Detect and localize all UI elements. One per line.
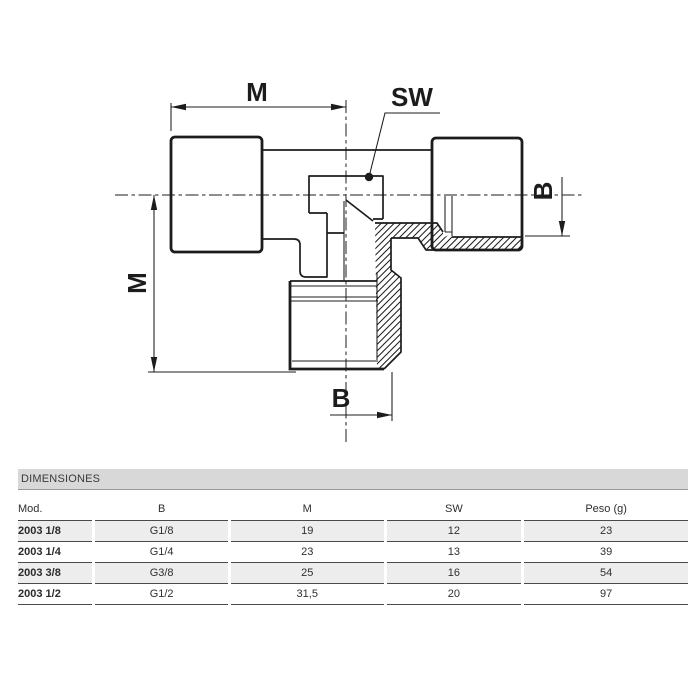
cell-mod: 2003 1/2: [18, 584, 92, 605]
arrow-b-bottom-right: [377, 412, 392, 418]
header-row: [18, 490, 688, 521]
spec-table: [15, 490, 691, 605]
dim-label-b-bottom: B: [331, 383, 351, 413]
dimension-arrows: [151, 104, 565, 418]
bottom-port-outline: [290, 281, 384, 369]
cell-sw: 16: [387, 563, 522, 584]
cell-peso: 23: [524, 521, 688, 542]
cell-m: 23: [231, 542, 384, 563]
cell-sw: 12: [387, 521, 522, 542]
column-header-m: M: [231, 490, 384, 521]
column-header-b: B: [95, 490, 228, 521]
dim-label-sw: SW: [391, 82, 433, 112]
sw-leader-line: [369, 113, 440, 177]
arrow-m-top-left: [171, 104, 186, 110]
table-row: [18, 563, 688, 584]
cell-peso: 54: [524, 563, 688, 584]
cell-m: 19: [231, 521, 384, 542]
thread-detail-lines: [290, 196, 452, 361]
dim-label-b-right: B: [528, 181, 558, 201]
table-row: [18, 542, 688, 563]
cell-b: G3/8: [95, 563, 228, 584]
cell-sw: 20: [387, 584, 522, 605]
cell-b: G1/4: [95, 542, 228, 563]
arrow-b-right-down: [559, 221, 565, 236]
cell-mod: 2003 1/8: [18, 521, 92, 542]
dim-m-top-line: [171, 103, 346, 131]
cell-m: 25: [231, 563, 384, 584]
cell-peso: 39: [524, 542, 688, 563]
column-header-mod: Mod.: [18, 490, 92, 521]
dim-label-m-top: M: [246, 77, 268, 107]
body-bottom-left-profile: [262, 233, 327, 277]
cell-mod: 2003 1/4: [18, 542, 92, 563]
cell-sw: 13: [387, 542, 522, 563]
dimensions-table: [18, 469, 688, 605]
cell-b: G1/2: [95, 584, 228, 605]
table-row: [18, 521, 688, 542]
table-row: [18, 584, 688, 605]
dim-label-m-left: M: [122, 272, 152, 294]
arrow-m-left-up: [151, 195, 157, 210]
table-title: DIMENSIONES: [18, 469, 688, 490]
right-port-thread-lines: [445, 196, 452, 236]
cell-m: 31,5: [231, 584, 384, 605]
arrow-m-left-down: [151, 357, 157, 372]
right-port-outline: [432, 138, 522, 250]
arrow-m-top-right: [331, 104, 346, 110]
column-header-sw: SW: [387, 490, 522, 521]
sw-leader-dot: [365, 173, 373, 181]
cell-peso: 97: [524, 584, 688, 605]
column-header-peso: Peso (g): [524, 490, 688, 521]
section-hatching: [375, 223, 521, 368]
bottom-port-thread-lines: [290, 272, 378, 361]
cell-mod: 2003 3/8: [18, 563, 92, 584]
cell-b: G1/8: [95, 521, 228, 542]
